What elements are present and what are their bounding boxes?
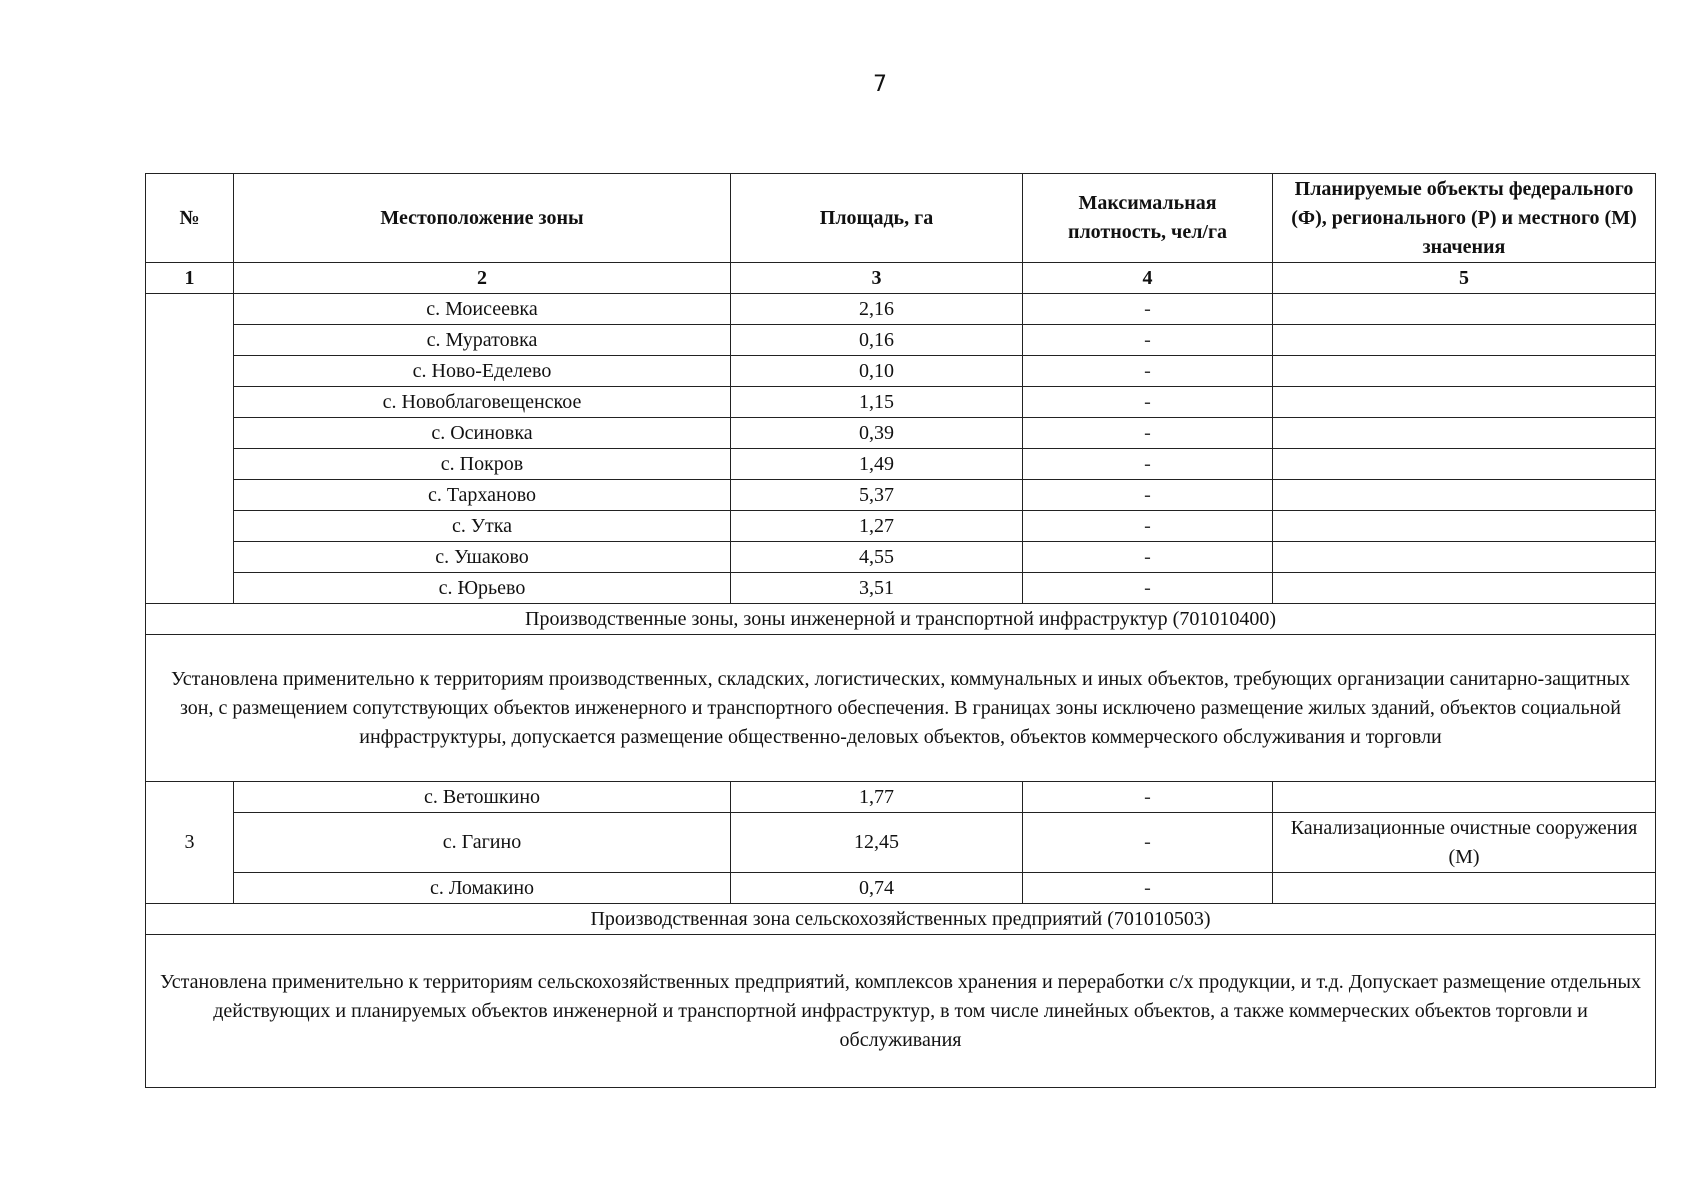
table-row [146, 387, 1656, 418]
table-row [146, 294, 1656, 325]
header-area: Площадь, га [731, 174, 1023, 263]
objects-cell [1273, 418, 1656, 449]
objects-cell [1273, 325, 1656, 356]
density-cell: - [1023, 511, 1273, 542]
column-number: 2 [234, 263, 731, 294]
location-cell: с. Ново-Еделево [234, 356, 731, 387]
column-number: 1 [146, 263, 234, 294]
page-number: 7 [873, 72, 887, 97]
area-cell: 12,45 [731, 813, 1023, 873]
table-row [146, 325, 1656, 356]
column-number: 5 [1273, 263, 1656, 294]
density-cell: - [1023, 418, 1273, 449]
header-density: Максимальная плотность, чел/га [1023, 174, 1273, 263]
objects-cell [1273, 294, 1656, 325]
section-title-row [146, 604, 1656, 635]
objects-cell [1273, 449, 1656, 480]
objects-cell [1273, 873, 1656, 904]
section-title: Производственные зоны, зоны инженерной и транспортной инфраструктур (701010400) [146, 604, 1656, 635]
density-cell: - [1023, 873, 1273, 904]
section-description-row [146, 635, 1656, 782]
section-title-row [146, 904, 1656, 935]
table-row [146, 356, 1656, 387]
density-cell: - [1023, 480, 1273, 511]
area-cell: 5,37 [731, 480, 1023, 511]
table-row [146, 813, 1656, 873]
table-row [146, 573, 1656, 604]
area-cell: 0,16 [731, 325, 1023, 356]
area-cell: 0,10 [731, 356, 1023, 387]
table-row [146, 542, 1656, 573]
density-cell: - [1023, 782, 1273, 813]
section-description: Установлена применительно к территориям производственных, складских, логистических, коммунальных и иных объектов, требующих организации санитарно-защитных зон, с размещением сопутствующих объектов инженерного и транспортного обеспечения. В границах зоны исключено размещение жилых зданий, объектов социальной инфраструктуры, допускается размещение общественно-деловых объектов, объектов коммерческого обслуживания и торговли [146, 635, 1656, 782]
objects-cell [1273, 511, 1656, 542]
density-cell: - [1023, 542, 1273, 573]
area-cell: 1,27 [731, 511, 1023, 542]
density-cell: - [1023, 325, 1273, 356]
area-cell: 1,15 [731, 387, 1023, 418]
group2-number-cell: 3 [146, 782, 234, 904]
location-cell: с. Ветошкино [234, 782, 731, 813]
objects-cell [1273, 542, 1656, 573]
area-cell: 4,55 [731, 542, 1023, 573]
group1-number-cell [146, 294, 234, 604]
table-row [146, 449, 1656, 480]
objects-cell [1273, 573, 1656, 604]
objects-cell [1273, 387, 1656, 418]
location-cell: с. Ломакино [234, 873, 731, 904]
header-location: Местоположение зоны [234, 174, 731, 263]
table-header-row [146, 174, 1656, 263]
density-cell: - [1023, 294, 1273, 325]
location-cell: с. Ушаково [234, 542, 731, 573]
header-number: № [146, 174, 234, 263]
area-cell: 0,39 [731, 418, 1023, 449]
location-cell: с. Гагино [234, 813, 731, 873]
objects-cell [1273, 782, 1656, 813]
density-cell: - [1023, 356, 1273, 387]
location-cell: с. Осиновка [234, 418, 731, 449]
section-description-row [146, 935, 1656, 1088]
table-row [146, 511, 1656, 542]
table-row [146, 480, 1656, 511]
column-number: 4 [1023, 263, 1273, 294]
table-row [146, 782, 1656, 813]
area-cell: 0,74 [731, 873, 1023, 904]
location-cell: с. Муратовка [234, 325, 731, 356]
area-cell: 3,51 [731, 573, 1023, 604]
location-cell: с. Покров [234, 449, 731, 480]
objects-cell: Канализационные очистные сооружения (М) [1273, 813, 1656, 873]
area-cell: 1,49 [731, 449, 1023, 480]
location-cell: с. Утка [234, 511, 731, 542]
location-cell: с. Тарханово [234, 480, 731, 511]
section-title: Производственная зона сельскохозяйственных предприятий (701010503) [146, 904, 1656, 935]
header-planned-objects: Планируемые объекты федерального (Ф), регионального (Р) и местного (М) значения [1273, 174, 1656, 263]
objects-cell [1273, 480, 1656, 511]
zones-table [145, 173, 1656, 1088]
column-number: 3 [731, 263, 1023, 294]
objects-cell [1273, 356, 1656, 387]
section-description: Установлена применительно к территориям сельскохозяйственных предприятий, комплексов хранения и переработки с/х продукции, и т.д. Допускает размещение отдельных действующих и планируемых объектов инженерной и транспортной инфраструктур, в том числе линейных объектов, а также коммерческих объектов торговли и обслуживания [146, 935, 1656, 1088]
density-cell: - [1023, 449, 1273, 480]
density-cell: - [1023, 573, 1273, 604]
location-cell: с. Моисеевка [234, 294, 731, 325]
table-row [146, 418, 1656, 449]
location-cell: с. Юрьево [234, 573, 731, 604]
density-cell: - [1023, 813, 1273, 873]
area-cell: 2,16 [731, 294, 1023, 325]
location-cell: с. Новоблаговещенское [234, 387, 731, 418]
table-row [146, 873, 1656, 904]
area-cell: 1,77 [731, 782, 1023, 813]
column-numbers-row [146, 263, 1656, 294]
density-cell: - [1023, 387, 1273, 418]
